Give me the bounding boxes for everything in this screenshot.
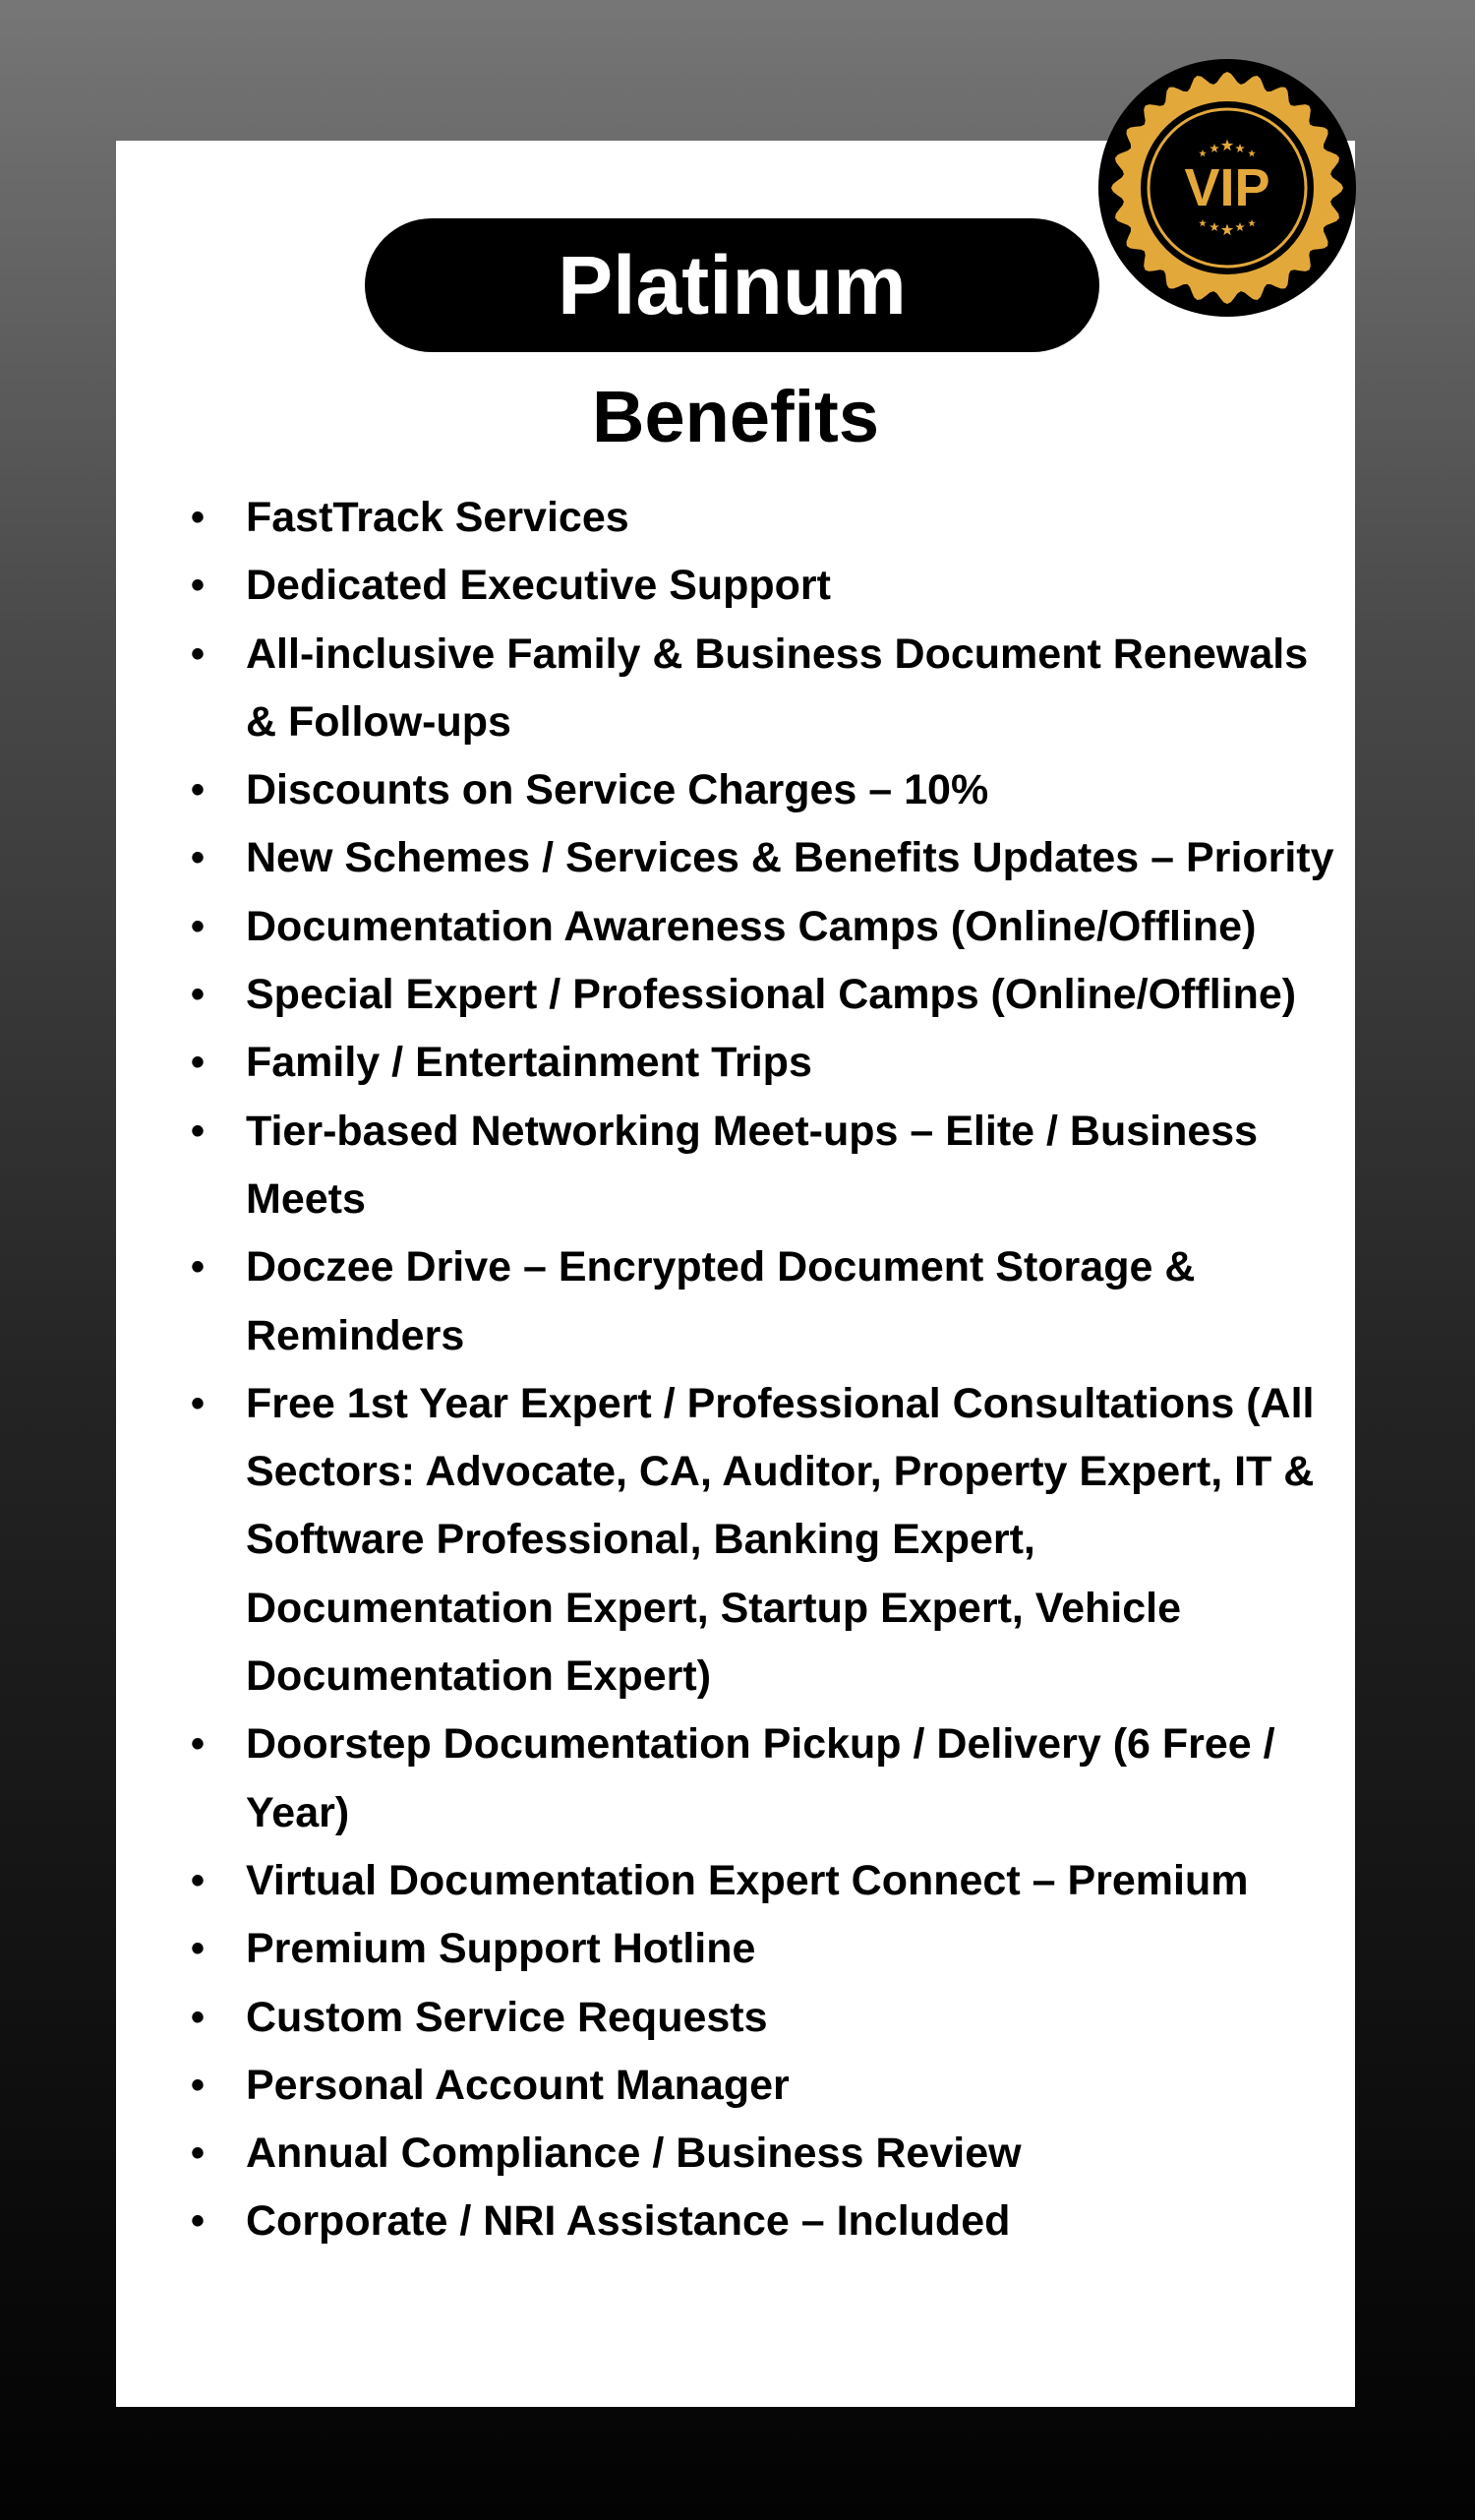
bullet-icon: • <box>191 1995 206 2039</box>
benefit-item <box>191 552 1347 620</box>
bullet-icon: • <box>191 768 206 812</box>
bullet-icon: • <box>191 1381 206 1425</box>
tier-title: Platinum <box>365 218 1099 352</box>
benefit-item <box>191 961 1347 1029</box>
benefit-text: Annual Compliance / Business Review <box>246 2130 1022 2178</box>
benefit-item <box>191 1915 1347 1983</box>
bullet-icon: • <box>191 836 206 880</box>
benefit-item <box>191 484 1347 552</box>
benefits-card <box>116 141 1355 2407</box>
benefit-text: Personal Account Manager <box>246 2061 790 2109</box>
bullet-icon: • <box>191 1722 206 1767</box>
bullet-icon: • <box>191 1245 206 1290</box>
bullet-icon: • <box>191 564 206 608</box>
benefit-text: FastTrack Services <box>246 494 629 541</box>
benefit-text: All-inclusive Family & Business Document Renewals & Follow-ups <box>246 630 1309 746</box>
benefit-item <box>191 824 1347 892</box>
benefit-text: Custom Service Requests <box>246 1993 768 2041</box>
benefit-item <box>191 2052 1347 2120</box>
bullet-icon: • <box>191 631 206 676</box>
benefit-text: Virtual Documentation Expert Connect – Premium <box>246 1856 1249 1904</box>
benefit-text: Doczee Drive – Encrypted Document Storage & Reminders <box>246 1243 1196 1359</box>
benefit-text: Dedicated Executive Support <box>246 562 831 610</box>
benefit-text: Documentation Awareness Camps (Online/Offline) <box>246 902 1257 950</box>
bullet-icon: • <box>191 2199 206 2244</box>
benefits-list <box>191 484 1347 2256</box>
benefit-text: Corporate / NRI Assistance – Included <box>246 2197 1011 2246</box>
benefit-text: Premium Support Hotline <box>246 1925 756 1973</box>
vip-badge <box>1098 59 1356 317</box>
benefit-text: Discounts on Service Charges – 10% <box>246 766 989 814</box>
bullet-icon: • <box>191 1041 206 1085</box>
benefit-item <box>191 621 1347 757</box>
bullet-icon: • <box>191 2131 206 2176</box>
bullet-icon: • <box>191 973 206 1017</box>
benefit-text: Free 1st Year Expert / Professional Consultations (All Sectors: Advocate, CA, Auditor, Property Expert, IT & Software Professional, Banking Expert, Documentation Expert, Startup Expert, Vehicle Documentation Expert) <box>246 1379 1315 1701</box>
benefit-item <box>191 1984 1347 2052</box>
benefit-text: Tier-based Networking Meet-ups – Elite / Business Meets <box>246 1107 1259 1223</box>
bullet-icon: • <box>191 1927 206 1971</box>
benefit-item <box>191 1029 1347 1097</box>
benefit-text: Special Expert / Professional Camps (Online/Offline) <box>246 971 1297 1019</box>
benefit-text: Family / Entertainment Trips <box>246 1039 812 1087</box>
benefit-item <box>191 756 1347 824</box>
benefit-item <box>191 1233 1347 1370</box>
bullet-icon: • <box>191 904 206 948</box>
benefit-item <box>191 1847 1347 1915</box>
vip-text: VIP <box>1184 158 1270 217</box>
benefit-text: New Schemes / Services & Benefits Updates – Priority <box>246 834 1334 882</box>
benefit-item <box>191 2120 1347 2188</box>
bullet-icon: • <box>191 1858 206 1902</box>
bullet-icon: • <box>191 1109 206 1153</box>
bullet-icon: • <box>191 2063 206 2107</box>
benefit-text: Doorstep Documentation Pickup / Delivery (6 Free / Year) <box>246 1720 1275 1836</box>
benefit-item <box>191 893 1347 961</box>
bullet-icon: • <box>191 496 206 539</box>
benefits-heading: Benefits <box>592 376 879 457</box>
benefit-item <box>191 1710 1347 1847</box>
benefit-item <box>191 1370 1347 1710</box>
benefit-item <box>191 2188 1347 2255</box>
benefit-item <box>191 1098 1347 1234</box>
